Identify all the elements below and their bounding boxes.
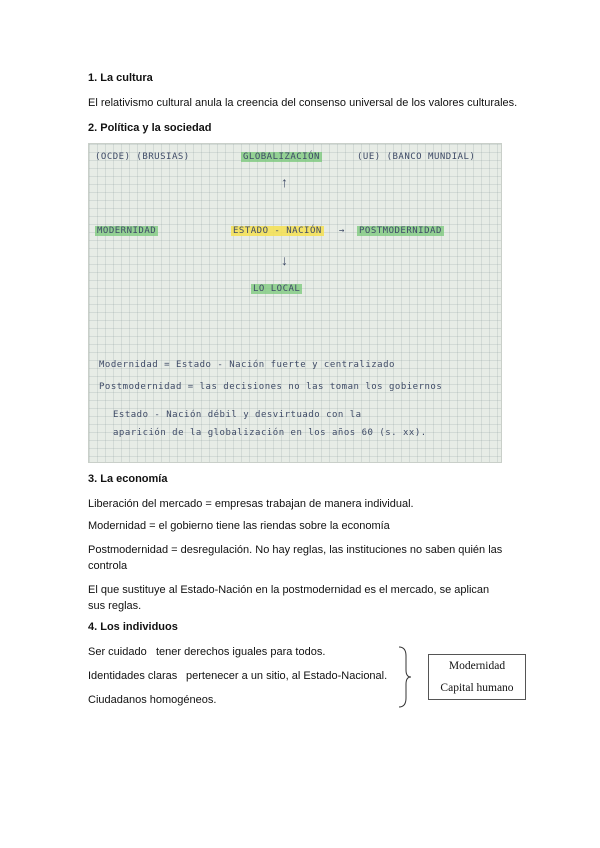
section-1-heading: 1. La cultura: [88, 72, 153, 84]
right-arrow-icon: →: [339, 226, 345, 236]
section-2-heading: 2. Política y la sociedad: [88, 122, 212, 134]
individuos-row-2-term: Identidades claras: [88, 670, 178, 682]
note-estado-nacion: ESTADO - NACIÓN: [233, 226, 322, 236]
box-line-1: Modernidad: [448, 660, 506, 672]
note-globalization: GLOBALIZACIÓN: [243, 152, 320, 162]
note-line-3: Estado - Nación débil y desvirtuado con la: [113, 410, 362, 420]
individuos-row-2-desc: pertenecer a un sitio, al Estado-Nacional.: [186, 670, 388, 682]
note-lo-local: LO LOCAL: [253, 284, 301, 294]
right-brace-icon: [398, 646, 412, 708]
section-1-text: El relativismo cultural anula la creencia del consenso universal de los valores culturales.: [88, 97, 518, 109]
box-line-2: Capital humano: [440, 682, 514, 694]
section-3-p1: Liberación del mercado = empresas trabajan de manera individual.: [88, 498, 414, 510]
note-top-left: (OCDE) (BRUSIAS): [95, 152, 190, 162]
individuos-row-1-desc: tener derechos iguales para todos.: [156, 646, 326, 658]
modernidad-box: [428, 654, 526, 700]
section-3-heading: 3. La economía: [88, 473, 168, 485]
section-3-p2: Modernidad = el gobierno tiene las riendas sobre la economía: [88, 520, 390, 532]
note-line-1: Modernidad = Estado - Nación fuerte y centralizado: [99, 360, 395, 370]
section-3-p3: Postmodernidad = desregulación. No hay reglas, las instituciones no saben quién las controla: [88, 544, 503, 572]
note-modernidad: MODERNIDAD: [97, 226, 157, 236]
note-line-2: Postmodernidad = las decisiones no las toman los gobiernos: [99, 382, 443, 392]
notebook-photo: [88, 143, 502, 463]
note-top-right: (UE) (BANCO MUNDIAL): [357, 152, 476, 162]
individuos-row-1-term: Ser cuidado: [88, 646, 147, 658]
note-line-4: aparición de la globalización en los años 60 (s. xx).: [113, 428, 427, 438]
section-4-heading: 4. Los individuos: [88, 621, 178, 633]
up-arrow-icon: ↑: [281, 174, 288, 190]
individuos-row-3-term: Ciudadanos homogéneos.: [88, 694, 217, 706]
down-arrow-icon: ↓: [281, 252, 288, 268]
section-3-p4: El que sustituye al Estado-Nación en la postmodernidad es el mercado, se aplican sus reglas.: [88, 584, 490, 612]
note-postmodernidad: POSTMODERNIDAD: [359, 226, 442, 236]
